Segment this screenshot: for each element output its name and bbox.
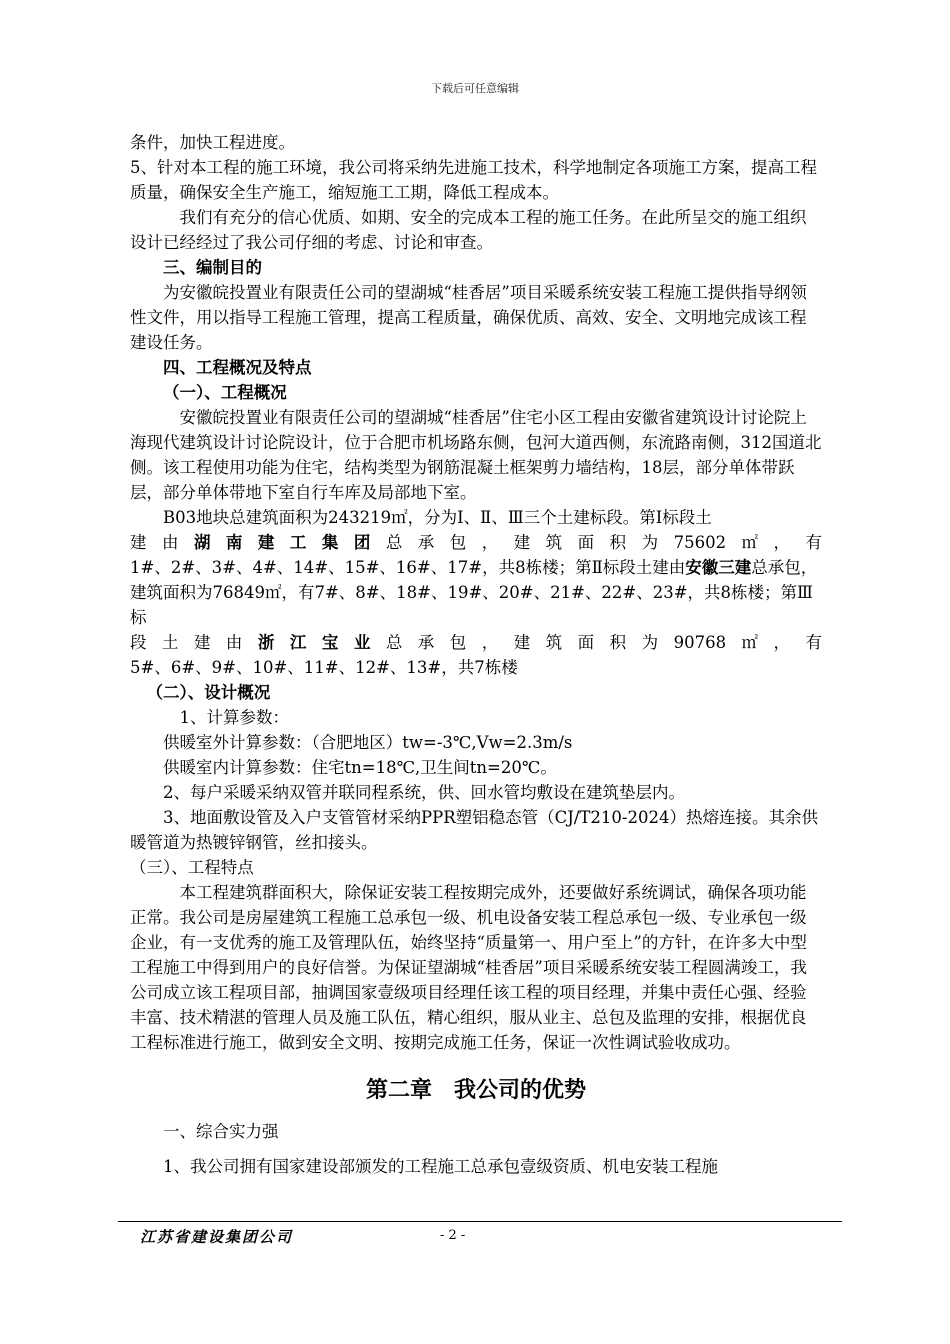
text-run: 段土建由 <box>130 633 258 652</box>
paragraph: 我们有充分的信心优质、如期、安全的完成本工程的施工任务。在此所呈交的施工组织设计已经经过了我公司仔细的考虑、讨论和审查。 <box>130 208 807 252</box>
paragraph: 供暖室内计算参数：住宅tn=18℃,卫生间tn=20℃。 <box>163 758 557 777</box>
chapter-title: 第二章 我公司的优势 <box>365 1077 586 1103</box>
paragraph: 供暖室外计算参数：（合肥地区）tw=-3℃,Vw=2.3m/s <box>163 733 573 752</box>
section-heading: 一、综合实力强 <box>163 1122 279 1141</box>
paragraph: 5、针对本工程的施工环境，我公司将采纳先进施工技术，科学地制定各项施工方案，提高工程质量，确保安全生产施工，缩短施工工期，降低工程成本。 <box>130 158 817 202</box>
text-run: 总承包， <box>751 558 818 577</box>
header-note: 下载后可任意编辑 <box>431 82 519 95</box>
paragraph-line: B03地块总建筑面积为243219㎡，分为Ⅰ、Ⅱ、Ⅲ三个土建标段。第Ⅰ标段土 <box>163 508 712 527</box>
paragraph-line: 建筑面积为76849㎡，有7#、8#、18#、19#、20#、21#、22#、23#，共8栋楼；第Ⅲ标 <box>130 583 813 627</box>
contractor-name: 浙江宝业 <box>257 633 386 652</box>
subsection-heading: （一）、工程概况 <box>163 383 287 402</box>
paragraph: 为安徽皖投置业有限责任公司的望湖城“桂香居”项目采暖系统安装工程施工提供指导纲领性文件，用以指导工程施工管理，提高工程质量，确保优质、高效、安全、文明地完成该工程建设任务。 <box>130 283 807 352</box>
footer-divider <box>118 1221 842 1222</box>
subsection-heading: （二）、设计概况 <box>146 683 271 702</box>
section-heading: 三、编制目的 <box>163 258 262 277</box>
paragraph-line: 5#、6#、9#、10#、11#、12#、13#，共7栋楼 <box>130 658 518 677</box>
paragraph: 1、计算参数： <box>179 708 289 727</box>
text-run: 总承包，建筑面积为90768㎡，有 <box>385 633 823 652</box>
paragraph: 条件，加快工程进度。 <box>130 133 295 152</box>
footer-company: 江苏省建设集团公司 <box>140 1228 294 1246</box>
subsection-heading: （三）、工程特点 <box>130 858 254 877</box>
text-run: 建由 <box>130 533 194 552</box>
document-body <box>130 130 822 1179</box>
text-run: 总承包，建筑面积为75602㎡，有 <box>385 533 823 552</box>
paragraph-line <box>130 530 822 555</box>
paragraph: 1、我公司拥有国家建设部颁发的工程施工总承包壹级资质、机电安装工程施 <box>163 1157 718 1176</box>
paragraph: 本工程建筑群面积大，除保证安装工程按期完成外，还要做好系统调试，确保各项功能正常。我公司是房屋建筑工程施工总承包一级、机电设备安装工程总承包一级、专业承包一级企业，有一支优秀的施工及管理队伍，始终坚持“质量第一、用户至上”的方针，在许多大中型工程施工中得到用户的良好信誉。为保证望湖城“桂香居”项目采暖系统安装工程圆满竣工，我公司成立该工程项目部，抽调国家壹级项目经理任该工程的项目经理，并集中责任心强、经验丰富、技术精湛的管理人员及施工队伍，精心组织，服从业主、总包及监理的安排，根据优良工程标准进行施工，做到安全文明、按期完成施工任务，保证一次性调试验收成功。 <box>130 883 807 1052</box>
contractor-name: 湖南建工集团 <box>193 533 386 552</box>
section-heading: 四、工程概况及特点 <box>163 358 312 377</box>
page-number: - 2 - <box>440 1228 466 1243</box>
paragraph-line <box>130 630 822 655</box>
contractor-name: 安徽三建 <box>685 558 752 577</box>
paragraph-line <box>130 555 822 580</box>
paragraph: 2、每户采暖采纳双管并联同程系统，供、回水管均敷设在建筑垫层内。 <box>163 783 685 802</box>
paragraph: 安徽皖投置业有限责任公司的望湖城“桂香居”住宅小区工程由安徽省建筑设计讨论院上海现代建筑设计讨论院设计，位于合肥市机场路东侧，包河大道西侧，东流路南侧，312国道北侧。该工程使用功能为住宅，结构类型为钢筋混凝土框架剪力墙结构，18层，部分单体带跃层，部分单体带地下室自行车库及局部地下室。 <box>130 408 822 502</box>
paragraph: 3、地面敷设管及入户支管管材采纳PPR塑铝稳态管（CJ/T210-2024）热熔连接。其余供暖管道为热镀锌钢管，丝扣接头。 <box>130 808 818 852</box>
text-run: 1#、2#、3#、4#、14#、15#、16#、17#，共8栋楼；第Ⅱ标段土建由 <box>130 558 686 577</box>
